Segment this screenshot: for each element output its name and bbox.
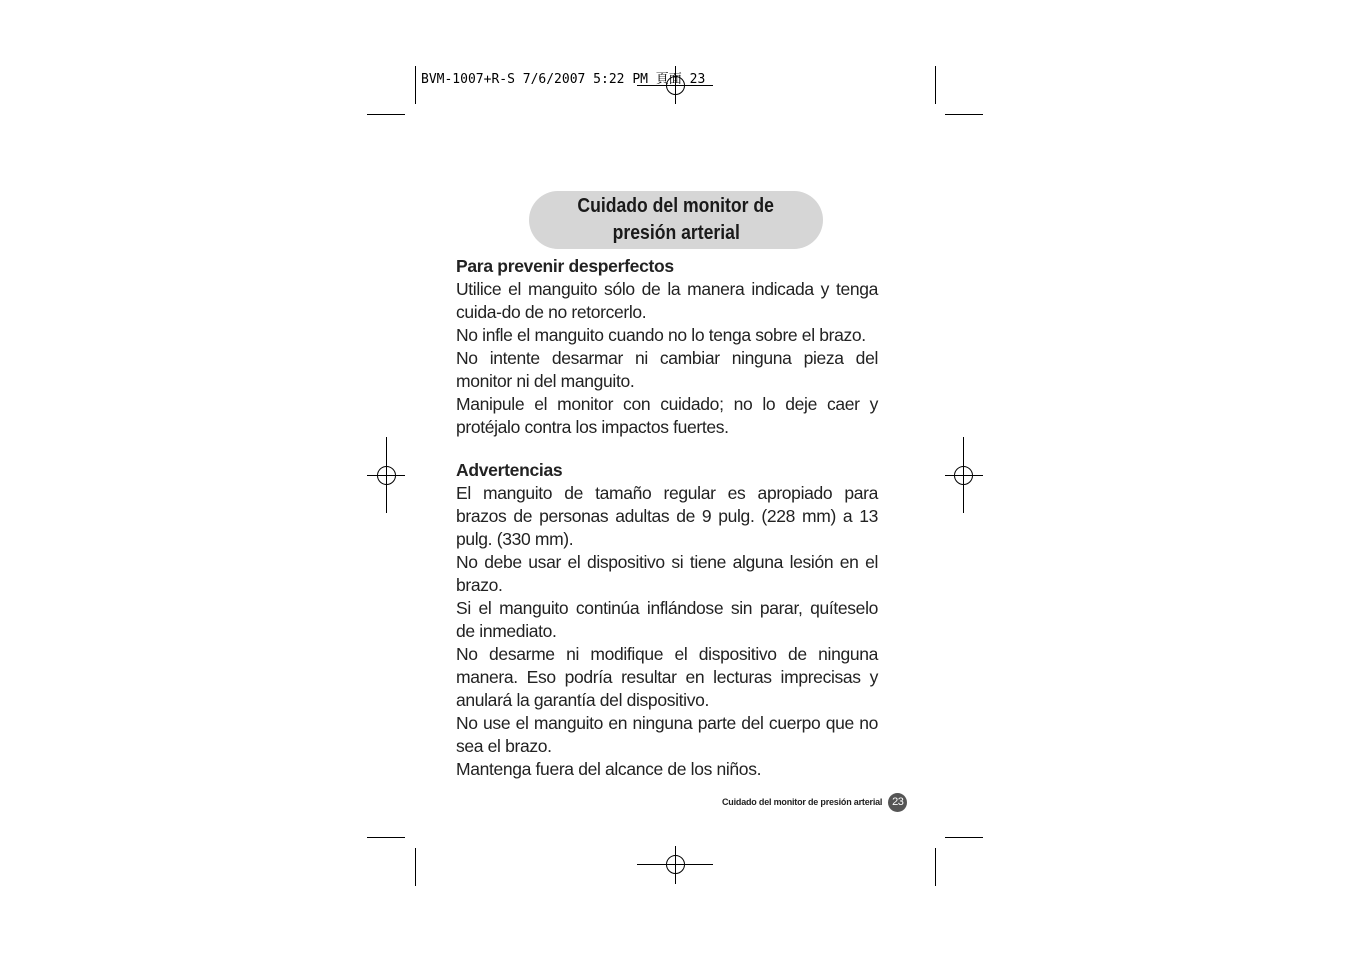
section-heading: Para prevenir desperfectos	[456, 256, 674, 276]
paragraph: No desarme ni modifique el dispositivo de ninguna manera. Eso podría resultar en lecturas imprecisas y anulará la garantía del dispositivo.	[456, 644, 878, 710]
crop-mark	[415, 66, 416, 104]
crop-mark	[935, 848, 936, 886]
crop-mark	[367, 837, 405, 838]
spacer	[456, 439, 878, 459]
crop-mark	[945, 837, 983, 838]
page-title-line2: presión arterial	[612, 222, 740, 244]
paragraph: No infle el manguito cuando no lo tenga sobre el brazo.	[456, 325, 866, 345]
paragraph: Utilice el manguito sólo de la manera indicada y tenga cuida-do de no retorcerlo.	[456, 279, 878, 322]
crop-mark	[415, 848, 416, 886]
page-title	[529, 191, 823, 249]
section-heading: Advertencias	[456, 460, 563, 480]
section-warnings	[456, 459, 878, 781]
page-footer	[722, 793, 907, 811]
page-number: 23	[888, 793, 907, 812]
body-text	[456, 255, 878, 781]
paragraph: No intente desarmar ni cambiar ninguna pieza del monitor ni del manguito.	[456, 348, 878, 391]
registration-circle	[666, 855, 685, 874]
running-title: Cuidado del monitor de presión arterial	[722, 797, 883, 807]
crop-mark	[367, 114, 405, 115]
paragraph: Mantenga fuera del alcance de los niños.	[456, 759, 762, 779]
crop-mark	[945, 114, 983, 115]
paragraph: Manipule el monitor con cuidado; no lo deje caer y protéjalo contra los impactos fuertes.	[456, 394, 878, 437]
crop-mark	[935, 66, 936, 104]
section-prevent-damage	[456, 255, 878, 439]
paragraph: No debe usar el dispositivo si tiene alguna lesión en el brazo.	[456, 552, 878, 595]
paragraph: No use el manguito en ninguna parte del cuerpo que no sea el brazo.	[456, 713, 878, 756]
paragraph: Si el manguito continúa inflándose sin parar, quíteselo de inmediato.	[456, 598, 878, 641]
print-slug: BVM-1007+R-S 7/6/2007 5:22 PM 頁面 23	[421, 72, 706, 87]
registration-circle	[954, 466, 973, 485]
page-title-line1: Cuidado del monitor de	[577, 195, 775, 217]
registration-circle	[377, 466, 396, 485]
paragraph: El manguito de tamaño regular es apropiado para brazos de personas adultas de 9 pulg. (228 mm) a 13 pulg. (330 mm).	[456, 483, 878, 549]
